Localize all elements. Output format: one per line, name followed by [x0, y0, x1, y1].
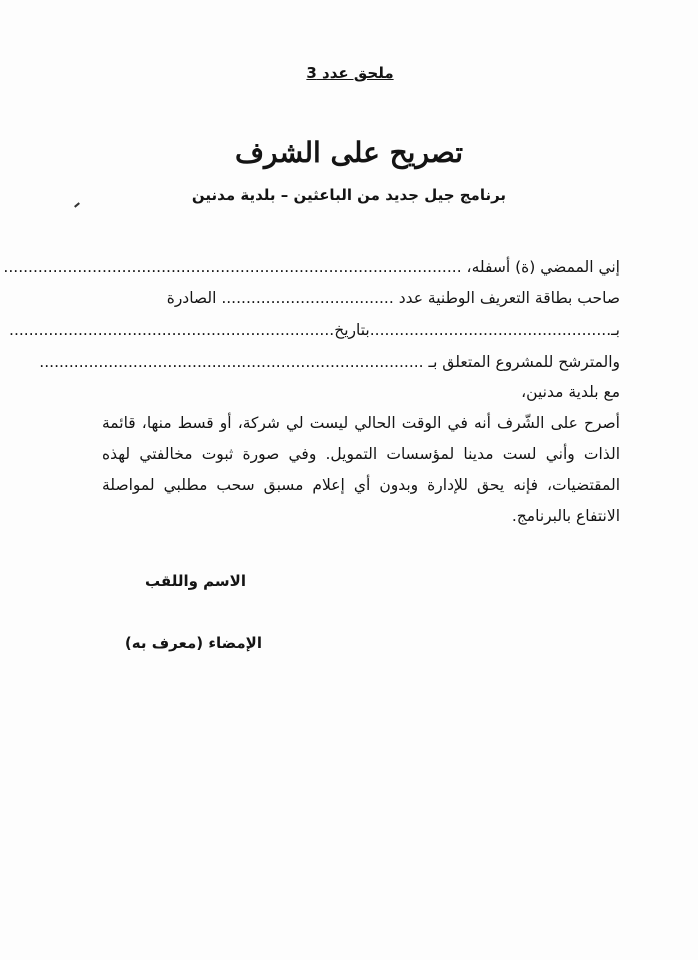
signature-label: الإمضاء (معرف به) [124, 634, 262, 652]
name-label: الاسم واللقب [145, 572, 246, 590]
signatory-line: إني الممضي (ة) أسفله، ............................................................................................. [3, 258, 620, 276]
annex-number: ملحق عدد 3 [306, 64, 394, 82]
project-line: والمترشح للمشروع المتعلق بـ .............................................................................. [39, 353, 620, 371]
id-card-line: صاحب بطاقة التعريف الوطنية عدد ................................... الصادرة [166, 289, 620, 307]
declaration-paragraph: أصرح على الشّرف أنه في الوقت الحالي ليست لي شركة، أو قسط منها، قائمة الذات وأني لست مدينا لمؤسسات التمويل. وفي صورة ثبوت مخالفتي لهذه المقتضيات، فإنه يحق للإدارة وبدون أي إعلام مسبق سحب مطلبي لمواصلة الانتفاع بالبرنامج. [102, 414, 620, 525]
municipality-line: مع بلدية مدنين، [521, 383, 620, 401]
page-title: تصريح على الشرف [235, 136, 463, 169]
issue-date-line: بـ.................................................بتاريخ.................................................................. [9, 321, 620, 339]
page-subtitle: برنامج جيل جديد من الباعثين – بلدية مدنين [191, 186, 507, 204]
